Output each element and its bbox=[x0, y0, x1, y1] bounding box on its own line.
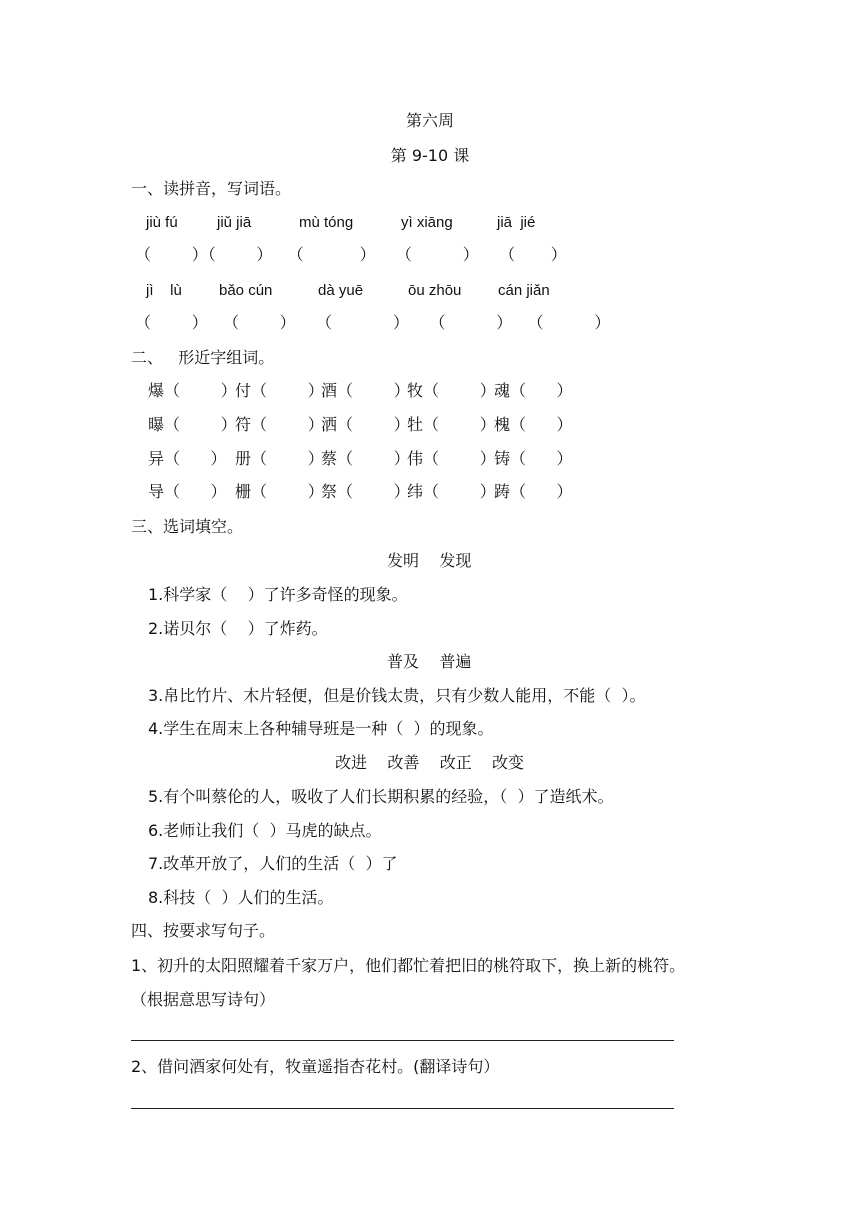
section1-heading: 一、读拼音，写词语。 bbox=[131, 179, 292, 198]
pinyin-item: jì lù bbox=[146, 282, 182, 299]
pinyin-item: mù tóng bbox=[299, 214, 354, 231]
answer-line-2[interactable] bbox=[131, 1108, 674, 1109]
char-item[interactable]: 栅（ ） bbox=[235, 482, 324, 501]
pinyin-item: jiǔ jiā bbox=[217, 214, 252, 231]
pinyin-item: ōu zhōu bbox=[408, 282, 462, 299]
char-item[interactable]: 导（ ） bbox=[148, 482, 227, 501]
word-choices-1: 发明 发现 bbox=[387, 551, 472, 570]
char-item[interactable]: 魂（ ） bbox=[494, 381, 573, 400]
char-item[interactable]: 牡（ ） bbox=[407, 415, 496, 434]
answer-blanks-row-1[interactable]: （ ）（ ） （ ） （ ） （ ） bbox=[135, 245, 567, 264]
fill-item-3[interactable]: 3.帛比竹片、木片轻便，但是价钱太贵，只有少数人能用，不能（ ）。 bbox=[148, 686, 646, 705]
pinyin-item: jiù fú bbox=[146, 214, 178, 231]
section4-heading: 四、按要求写句子。 bbox=[131, 921, 276, 940]
pinyin-item: jiā jié bbox=[497, 214, 536, 231]
word-choices-3: 改进 改善 改正 改变 bbox=[335, 753, 525, 772]
answer-line-1[interactable] bbox=[131, 1040, 674, 1041]
char-item[interactable]: 伟（ ） bbox=[407, 449, 496, 468]
char-item[interactable]: 祭（ ） bbox=[321, 482, 410, 501]
fill-item-2[interactable]: 2.诺贝尔（ ）了炸药。 bbox=[148, 619, 328, 638]
fill-item-6[interactable]: 6.老师让我们（ ）马虎的缺点。 bbox=[148, 821, 382, 840]
char-item[interactable]: 曝（ ） bbox=[148, 415, 237, 434]
fill-item-1[interactable]: 1.科学家（ ）了许多奇怪的现象。 bbox=[148, 585, 408, 604]
char-item[interactable]: 爆（ ） bbox=[148, 381, 237, 400]
lesson-title: 第 9-10 课 bbox=[390, 146, 470, 165]
char-item[interactable]: 纬（ ） bbox=[407, 482, 496, 501]
char-item[interactable]: 铸（ ） bbox=[494, 449, 573, 468]
question-1-instruction: （根据意思写诗句） bbox=[131, 990, 276, 1009]
fill-item-4[interactable]: 4.学生在周末上各种辅导班是一种（ ）的现象。 bbox=[148, 719, 494, 738]
fill-item-7[interactable]: 7.改革开放了，人们的生活（ ）了 bbox=[148, 854, 398, 873]
char-item[interactable]: 蔡（ ） bbox=[321, 449, 410, 468]
question-2-text: 2、借问酒家何处有，牧童遥指杏花村。(翻译诗句） bbox=[131, 1057, 500, 1076]
char-item[interactable]: 付（ ） bbox=[235, 381, 324, 400]
char-item[interactable]: 异（ ） bbox=[148, 449, 227, 468]
char-item[interactable]: 槐（ ） bbox=[494, 415, 573, 434]
answer-blanks-row-2[interactable]: （ ） （ ） （ ） （ ） （ ） bbox=[135, 313, 611, 332]
char-item[interactable]: 踌（ ） bbox=[494, 482, 573, 501]
section3-heading: 三、选词填空。 bbox=[131, 517, 244, 536]
char-item[interactable]: 洒（ ） bbox=[321, 415, 410, 434]
char-item[interactable]: 酒（ ） bbox=[321, 381, 410, 400]
char-item[interactable]: 牧（ ） bbox=[407, 381, 496, 400]
char-item[interactable]: 册（ ） bbox=[235, 449, 324, 468]
week-title: 第六周 bbox=[405, 111, 454, 130]
fill-item-5[interactable]: 5.有个叫蔡伦的人，吸收了人们长期积累的经验，（ ）了造纸术。 bbox=[148, 787, 614, 806]
pinyin-item: bǎo cún bbox=[219, 282, 273, 299]
section2-heading: 二、 形近字组词。 bbox=[131, 348, 275, 367]
pinyin-item: cán jiǎn bbox=[498, 282, 550, 299]
word-choices-2: 普及 普遍 bbox=[387, 652, 472, 671]
pinyin-item: yì xiāng bbox=[401, 214, 453, 231]
fill-item-8[interactable]: 8.科技（ ）人们的生活。 bbox=[148, 888, 334, 907]
pinyin-item: dà yuē bbox=[318, 282, 364, 299]
question-1-text: 1、初升的太阳照耀着千家万户，他们都忙着把旧的桃符取下，换上新的桃符。 bbox=[131, 956, 686, 975]
char-item[interactable]: 符（ ） bbox=[235, 415, 324, 434]
